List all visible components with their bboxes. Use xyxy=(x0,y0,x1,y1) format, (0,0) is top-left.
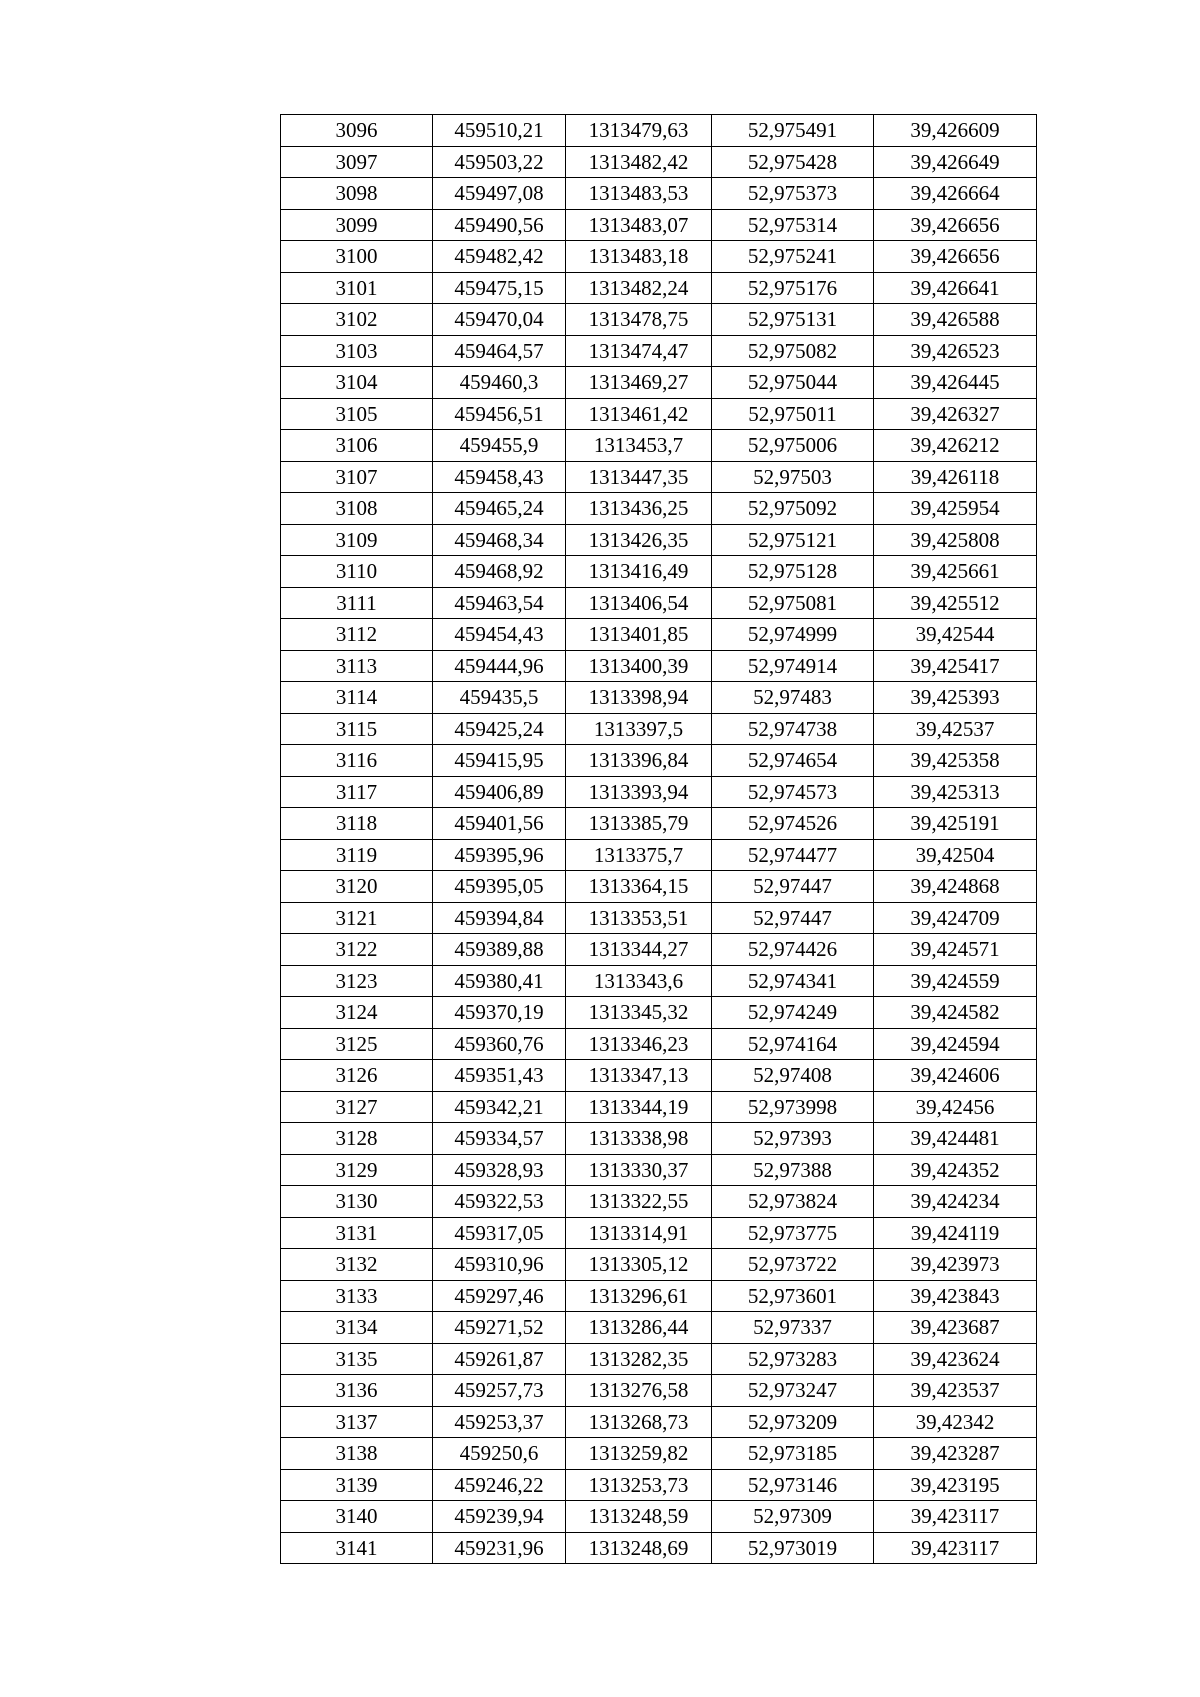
point-number-cell: 3121 xyxy=(281,902,433,934)
point-number-cell: 3101 xyxy=(281,272,433,304)
longitude-cell: 39,424606 xyxy=(874,1060,1037,1092)
y-coordinate-cell: 1313296,61 xyxy=(566,1280,712,1312)
longitude-cell: 39,423973 xyxy=(874,1249,1037,1281)
y-coordinate-cell: 1313474,47 xyxy=(566,335,712,367)
latitude-cell: 52,973247 xyxy=(712,1375,874,1407)
point-number-cell: 3122 xyxy=(281,934,433,966)
longitude-cell: 39,426641 xyxy=(874,272,1037,304)
point-number-cell: 3136 xyxy=(281,1375,433,1407)
latitude-cell: 52,973146 xyxy=(712,1469,874,1501)
table-row xyxy=(281,1343,1037,1375)
longitude-cell: 39,425512 xyxy=(874,587,1037,619)
table-row xyxy=(281,650,1037,682)
longitude-cell: 39,423537 xyxy=(874,1375,1037,1407)
point-number-cell: 3107 xyxy=(281,461,433,493)
table-row xyxy=(281,461,1037,493)
latitude-cell: 52,973601 xyxy=(712,1280,874,1312)
latitude-cell: 52,974426 xyxy=(712,934,874,966)
longitude-cell: 39,424594 xyxy=(874,1028,1037,1060)
latitude-cell: 52,974999 xyxy=(712,619,874,651)
x-coordinate-cell: 459463,54 xyxy=(433,587,566,619)
y-coordinate-cell: 1313416,49 xyxy=(566,556,712,588)
longitude-cell: 39,424709 xyxy=(874,902,1037,934)
table-row xyxy=(281,1501,1037,1533)
latitude-cell: 52,973824 xyxy=(712,1186,874,1218)
longitude-cell: 39,425191 xyxy=(874,808,1037,840)
point-number-cell: 3114 xyxy=(281,682,433,714)
latitude-cell: 52,973775 xyxy=(712,1217,874,1249)
point-number-cell: 3124 xyxy=(281,997,433,1029)
table-row xyxy=(281,713,1037,745)
y-coordinate-cell: 1313314,91 xyxy=(566,1217,712,1249)
y-coordinate-cell: 1313483,07 xyxy=(566,209,712,241)
longitude-cell: 39,424559 xyxy=(874,965,1037,997)
point-number-cell: 3113 xyxy=(281,650,433,682)
point-number-cell: 3100 xyxy=(281,241,433,273)
y-coordinate-cell: 1313248,69 xyxy=(566,1532,712,1564)
x-coordinate-cell: 459468,34 xyxy=(433,524,566,556)
longitude-cell: 39,42342 xyxy=(874,1406,1037,1438)
x-coordinate-cell: 459271,52 xyxy=(433,1312,566,1344)
latitude-cell: 52,975128 xyxy=(712,556,874,588)
latitude-cell: 52,97388 xyxy=(712,1154,874,1186)
longitude-cell: 39,423287 xyxy=(874,1438,1037,1470)
table-row xyxy=(281,524,1037,556)
table-row xyxy=(281,115,1037,147)
y-coordinate-cell: 1313385,79 xyxy=(566,808,712,840)
table-row xyxy=(281,1406,1037,1438)
x-coordinate-cell: 459250,6 xyxy=(433,1438,566,1470)
point-number-cell: 3132 xyxy=(281,1249,433,1281)
longitude-cell: 39,426609 xyxy=(874,115,1037,147)
x-coordinate-cell: 459470,04 xyxy=(433,304,566,336)
x-coordinate-cell: 459425,24 xyxy=(433,713,566,745)
x-coordinate-cell: 459342,21 xyxy=(433,1091,566,1123)
table-row xyxy=(281,619,1037,651)
y-coordinate-cell: 1313259,82 xyxy=(566,1438,712,1470)
y-coordinate-cell: 1313253,73 xyxy=(566,1469,712,1501)
coordinates-table xyxy=(280,114,1037,1564)
y-coordinate-cell: 1313461,42 xyxy=(566,398,712,430)
latitude-cell: 52,975176 xyxy=(712,272,874,304)
latitude-cell: 52,975131 xyxy=(712,304,874,336)
y-coordinate-cell: 1313322,55 xyxy=(566,1186,712,1218)
point-number-cell: 3109 xyxy=(281,524,433,556)
y-coordinate-cell: 1313282,35 xyxy=(566,1343,712,1375)
point-number-cell: 3131 xyxy=(281,1217,433,1249)
x-coordinate-cell: 459334,57 xyxy=(433,1123,566,1155)
x-coordinate-cell: 459468,92 xyxy=(433,556,566,588)
latitude-cell: 52,974477 xyxy=(712,839,874,871)
longitude-cell: 39,426523 xyxy=(874,335,1037,367)
y-coordinate-cell: 1313364,15 xyxy=(566,871,712,903)
y-coordinate-cell: 1313248,59 xyxy=(566,1501,712,1533)
latitude-cell: 52,97309 xyxy=(712,1501,874,1533)
latitude-cell: 52,97408 xyxy=(712,1060,874,1092)
longitude-cell: 39,423843 xyxy=(874,1280,1037,1312)
longitude-cell: 39,426656 xyxy=(874,241,1037,273)
table-row xyxy=(281,808,1037,840)
longitude-cell: 39,425661 xyxy=(874,556,1037,588)
longitude-cell: 39,426327 xyxy=(874,398,1037,430)
longitude-cell: 39,42537 xyxy=(874,713,1037,745)
x-coordinate-cell: 459482,42 xyxy=(433,241,566,273)
x-coordinate-cell: 459360,76 xyxy=(433,1028,566,1060)
latitude-cell: 52,97503 xyxy=(712,461,874,493)
table-row xyxy=(281,1028,1037,1060)
latitude-cell: 52,975082 xyxy=(712,335,874,367)
point-number-cell: 3130 xyxy=(281,1186,433,1218)
point-number-cell: 3098 xyxy=(281,178,433,210)
y-coordinate-cell: 1313347,13 xyxy=(566,1060,712,1092)
point-number-cell: 3137 xyxy=(281,1406,433,1438)
longitude-cell: 39,426588 xyxy=(874,304,1037,336)
latitude-cell: 52,973998 xyxy=(712,1091,874,1123)
x-coordinate-cell: 459435,5 xyxy=(433,682,566,714)
x-coordinate-cell: 459246,22 xyxy=(433,1469,566,1501)
y-coordinate-cell: 1313305,12 xyxy=(566,1249,712,1281)
point-number-cell: 3120 xyxy=(281,871,433,903)
coordinates-table-body xyxy=(281,115,1037,1564)
latitude-cell: 52,974654 xyxy=(712,745,874,777)
table-row xyxy=(281,965,1037,997)
longitude-cell: 39,423687 xyxy=(874,1312,1037,1344)
table-row xyxy=(281,997,1037,1029)
longitude-cell: 39,426118 xyxy=(874,461,1037,493)
table-row xyxy=(281,1375,1037,1407)
longitude-cell: 39,426664 xyxy=(874,178,1037,210)
longitude-cell: 39,42504 xyxy=(874,839,1037,871)
point-number-cell: 3125 xyxy=(281,1028,433,1060)
x-coordinate-cell: 459322,53 xyxy=(433,1186,566,1218)
latitude-cell: 52,974573 xyxy=(712,776,874,808)
longitude-cell: 39,424571 xyxy=(874,934,1037,966)
y-coordinate-cell: 1313447,35 xyxy=(566,461,712,493)
latitude-cell: 52,973283 xyxy=(712,1343,874,1375)
latitude-cell: 52,974164 xyxy=(712,1028,874,1060)
longitude-cell: 39,42456 xyxy=(874,1091,1037,1123)
table-row xyxy=(281,934,1037,966)
table-row xyxy=(281,682,1037,714)
y-coordinate-cell: 1313406,54 xyxy=(566,587,712,619)
point-number-cell: 3128 xyxy=(281,1123,433,1155)
x-coordinate-cell: 459231,96 xyxy=(433,1532,566,1564)
table-row xyxy=(281,1469,1037,1501)
x-coordinate-cell: 459401,56 xyxy=(433,808,566,840)
x-coordinate-cell: 459454,43 xyxy=(433,619,566,651)
point-number-cell: 3138 xyxy=(281,1438,433,1470)
point-number-cell: 3141 xyxy=(281,1532,433,1564)
table-row xyxy=(281,493,1037,525)
latitude-cell: 52,97447 xyxy=(712,902,874,934)
latitude-cell: 52,975491 xyxy=(712,115,874,147)
x-coordinate-cell: 459297,46 xyxy=(433,1280,566,1312)
y-coordinate-cell: 1313482,42 xyxy=(566,146,712,178)
point-number-cell: 3139 xyxy=(281,1469,433,1501)
x-coordinate-cell: 459497,08 xyxy=(433,178,566,210)
latitude-cell: 52,974914 xyxy=(712,650,874,682)
table-row xyxy=(281,1060,1037,1092)
latitude-cell: 52,975006 xyxy=(712,430,874,462)
table-row xyxy=(281,1438,1037,1470)
point-number-cell: 3123 xyxy=(281,965,433,997)
y-coordinate-cell: 1313479,63 xyxy=(566,115,712,147)
longitude-cell: 39,425313 xyxy=(874,776,1037,808)
point-number-cell: 3104 xyxy=(281,367,433,399)
x-coordinate-cell: 459510,21 xyxy=(433,115,566,147)
longitude-cell: 39,425358 xyxy=(874,745,1037,777)
x-coordinate-cell: 459503,22 xyxy=(433,146,566,178)
latitude-cell: 52,973185 xyxy=(712,1438,874,1470)
y-coordinate-cell: 1313426,35 xyxy=(566,524,712,556)
x-coordinate-cell: 459261,87 xyxy=(433,1343,566,1375)
latitude-cell: 52,975373 xyxy=(712,178,874,210)
longitude-cell: 39,424234 xyxy=(874,1186,1037,1218)
point-number-cell: 3119 xyxy=(281,839,433,871)
y-coordinate-cell: 1313393,94 xyxy=(566,776,712,808)
table-row xyxy=(281,839,1037,871)
point-number-cell: 3134 xyxy=(281,1312,433,1344)
table-row xyxy=(281,1217,1037,1249)
table-row xyxy=(281,1186,1037,1218)
latitude-cell: 52,975044 xyxy=(712,367,874,399)
x-coordinate-cell: 459317,05 xyxy=(433,1217,566,1249)
table-row xyxy=(281,556,1037,588)
x-coordinate-cell: 459458,43 xyxy=(433,461,566,493)
point-number-cell: 3105 xyxy=(281,398,433,430)
latitude-cell: 52,975428 xyxy=(712,146,874,178)
longitude-cell: 39,424582 xyxy=(874,997,1037,1029)
table-row xyxy=(281,1280,1037,1312)
longitude-cell: 39,42544 xyxy=(874,619,1037,651)
x-coordinate-cell: 459456,51 xyxy=(433,398,566,430)
longitude-cell: 39,424868 xyxy=(874,871,1037,903)
table-row xyxy=(281,902,1037,934)
longitude-cell: 39,426212 xyxy=(874,430,1037,462)
x-coordinate-cell: 459328,93 xyxy=(433,1154,566,1186)
table-row xyxy=(281,272,1037,304)
y-coordinate-cell: 1313276,58 xyxy=(566,1375,712,1407)
point-number-cell: 3127 xyxy=(281,1091,433,1123)
latitude-cell: 52,974526 xyxy=(712,808,874,840)
point-number-cell: 3099 xyxy=(281,209,433,241)
y-coordinate-cell: 1313436,25 xyxy=(566,493,712,525)
table-row xyxy=(281,430,1037,462)
x-coordinate-cell: 459415,95 xyxy=(433,745,566,777)
table-row xyxy=(281,1532,1037,1564)
y-coordinate-cell: 1313396,84 xyxy=(566,745,712,777)
table-row xyxy=(281,745,1037,777)
point-number-cell: 3108 xyxy=(281,493,433,525)
longitude-cell: 39,423117 xyxy=(874,1501,1037,1533)
longitude-cell: 39,425417 xyxy=(874,650,1037,682)
y-coordinate-cell: 1313398,94 xyxy=(566,682,712,714)
longitude-cell: 39,425393 xyxy=(874,682,1037,714)
x-coordinate-cell: 459389,88 xyxy=(433,934,566,966)
latitude-cell: 52,975092 xyxy=(712,493,874,525)
x-coordinate-cell: 459490,56 xyxy=(433,209,566,241)
latitude-cell: 52,973019 xyxy=(712,1532,874,1564)
table-row xyxy=(281,335,1037,367)
x-coordinate-cell: 459310,96 xyxy=(433,1249,566,1281)
table-row xyxy=(281,587,1037,619)
point-number-cell: 3115 xyxy=(281,713,433,745)
table-row xyxy=(281,367,1037,399)
x-coordinate-cell: 459406,89 xyxy=(433,776,566,808)
latitude-cell: 52,973209 xyxy=(712,1406,874,1438)
y-coordinate-cell: 1313346,23 xyxy=(566,1028,712,1060)
x-coordinate-cell: 459253,37 xyxy=(433,1406,566,1438)
x-coordinate-cell: 459444,96 xyxy=(433,650,566,682)
latitude-cell: 52,975011 xyxy=(712,398,874,430)
y-coordinate-cell: 1313338,98 xyxy=(566,1123,712,1155)
y-coordinate-cell: 1313353,51 xyxy=(566,902,712,934)
table-row xyxy=(281,398,1037,430)
latitude-cell: 52,973722 xyxy=(712,1249,874,1281)
x-coordinate-cell: 459395,96 xyxy=(433,839,566,871)
table-row xyxy=(281,1312,1037,1344)
longitude-cell: 39,426656 xyxy=(874,209,1037,241)
x-coordinate-cell: 459475,15 xyxy=(433,272,566,304)
x-coordinate-cell: 459460,3 xyxy=(433,367,566,399)
longitude-cell: 39,424119 xyxy=(874,1217,1037,1249)
table-row xyxy=(281,1123,1037,1155)
y-coordinate-cell: 1313268,73 xyxy=(566,1406,712,1438)
point-number-cell: 3112 xyxy=(281,619,433,651)
latitude-cell: 52,974738 xyxy=(712,713,874,745)
latitude-cell: 52,974341 xyxy=(712,965,874,997)
longitude-cell: 39,426649 xyxy=(874,146,1037,178)
table-row xyxy=(281,1154,1037,1186)
y-coordinate-cell: 1313483,18 xyxy=(566,241,712,273)
point-number-cell: 3135 xyxy=(281,1343,433,1375)
y-coordinate-cell: 1313286,44 xyxy=(566,1312,712,1344)
table-row xyxy=(281,209,1037,241)
y-coordinate-cell: 1313344,27 xyxy=(566,934,712,966)
point-number-cell: 3106 xyxy=(281,430,433,462)
point-number-cell: 3118 xyxy=(281,808,433,840)
longitude-cell: 39,424352 xyxy=(874,1154,1037,1186)
y-coordinate-cell: 1313478,75 xyxy=(566,304,712,336)
longitude-cell: 39,426445 xyxy=(874,367,1037,399)
table-row xyxy=(281,241,1037,273)
longitude-cell: 39,424481 xyxy=(874,1123,1037,1155)
y-coordinate-cell: 1313482,24 xyxy=(566,272,712,304)
x-coordinate-cell: 459257,73 xyxy=(433,1375,566,1407)
x-coordinate-cell: 459395,05 xyxy=(433,871,566,903)
latitude-cell: 52,974249 xyxy=(712,997,874,1029)
y-coordinate-cell: 1313397,5 xyxy=(566,713,712,745)
table-row xyxy=(281,178,1037,210)
x-coordinate-cell: 459465,24 xyxy=(433,493,566,525)
longitude-cell: 39,423195 xyxy=(874,1469,1037,1501)
y-coordinate-cell: 1313483,53 xyxy=(566,178,712,210)
x-coordinate-cell: 459394,84 xyxy=(433,902,566,934)
table-row xyxy=(281,1091,1037,1123)
latitude-cell: 52,975121 xyxy=(712,524,874,556)
y-coordinate-cell: 1313453,7 xyxy=(566,430,712,462)
y-coordinate-cell: 1313343,6 xyxy=(566,965,712,997)
table-row xyxy=(281,776,1037,808)
y-coordinate-cell: 1313400,39 xyxy=(566,650,712,682)
point-number-cell: 3096 xyxy=(281,115,433,147)
point-number-cell: 3117 xyxy=(281,776,433,808)
latitude-cell: 52,97337 xyxy=(712,1312,874,1344)
table-row xyxy=(281,871,1037,903)
x-coordinate-cell: 459239,94 xyxy=(433,1501,566,1533)
table-row xyxy=(281,1249,1037,1281)
x-coordinate-cell: 459351,43 xyxy=(433,1060,566,1092)
point-number-cell: 3111 xyxy=(281,587,433,619)
point-number-cell: 3102 xyxy=(281,304,433,336)
y-coordinate-cell: 1313330,37 xyxy=(566,1154,712,1186)
x-coordinate-cell: 459455,9 xyxy=(433,430,566,462)
y-coordinate-cell: 1313344,19 xyxy=(566,1091,712,1123)
latitude-cell: 52,97393 xyxy=(712,1123,874,1155)
y-coordinate-cell: 1313375,7 xyxy=(566,839,712,871)
latitude-cell: 52,97447 xyxy=(712,871,874,903)
y-coordinate-cell: 1313469,27 xyxy=(566,367,712,399)
table-row xyxy=(281,146,1037,178)
latitude-cell: 52,975241 xyxy=(712,241,874,273)
longitude-cell: 39,425954 xyxy=(874,493,1037,525)
point-number-cell: 3140 xyxy=(281,1501,433,1533)
x-coordinate-cell: 459380,41 xyxy=(433,965,566,997)
x-coordinate-cell: 459370,19 xyxy=(433,997,566,1029)
point-number-cell: 3097 xyxy=(281,146,433,178)
point-number-cell: 3116 xyxy=(281,745,433,777)
latitude-cell: 52,975081 xyxy=(712,587,874,619)
point-number-cell: 3126 xyxy=(281,1060,433,1092)
y-coordinate-cell: 1313345,32 xyxy=(566,997,712,1029)
longitude-cell: 39,423624 xyxy=(874,1343,1037,1375)
x-coordinate-cell: 459464,57 xyxy=(433,335,566,367)
longitude-cell: 39,425808 xyxy=(874,524,1037,556)
latitude-cell: 52,975314 xyxy=(712,209,874,241)
longitude-cell: 39,423117 xyxy=(874,1532,1037,1564)
y-coordinate-cell: 1313401,85 xyxy=(566,619,712,651)
point-number-cell: 3103 xyxy=(281,335,433,367)
point-number-cell: 3129 xyxy=(281,1154,433,1186)
point-number-cell: 3133 xyxy=(281,1280,433,1312)
point-number-cell: 3110 xyxy=(281,556,433,588)
latitude-cell: 52,97483 xyxy=(712,682,874,714)
table-row xyxy=(281,304,1037,336)
